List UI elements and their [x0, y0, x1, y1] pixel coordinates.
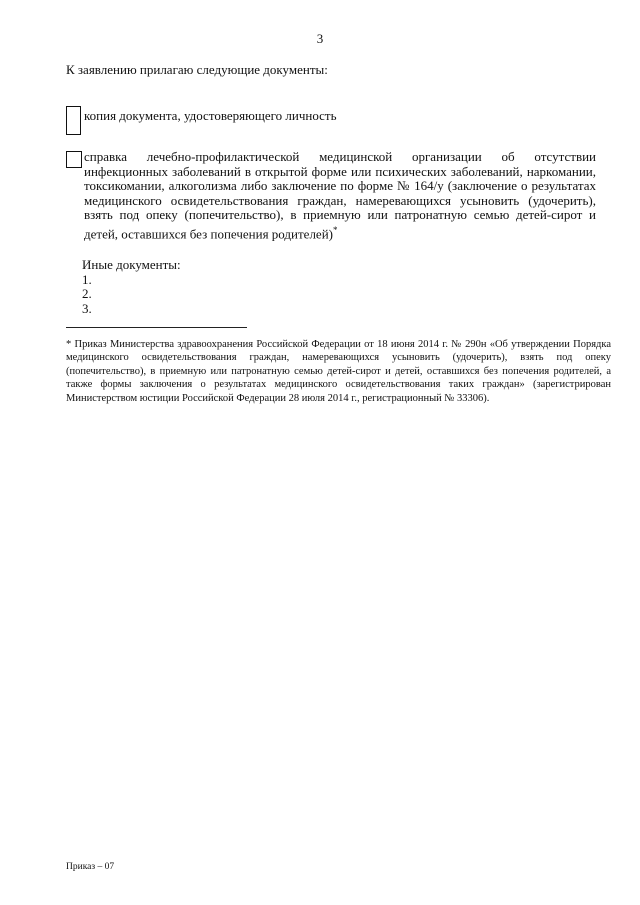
- other-document-item: 2.: [82, 286, 92, 301]
- footnote-divider: [66, 327, 247, 328]
- identity-label: копия документа, удостоверяющего личность: [84, 108, 337, 123]
- other-documents: [82, 258, 181, 316]
- identity-checkbox[interactable]: [66, 106, 81, 135]
- other-document-item: 3.: [82, 300, 92, 316]
- footnote-text: Приказ Министерства здравоохранения Российской Федерации от 18 июня 2014 г. № 290н «Об утверждении Порядка медицинского освидетельствования граждан, намеревающихся усыновить (удочерить), взять под опеку (попечительство), в приемную или патронатную семью детей-сирот и детей, оставшихся без попечения родителей, а также формы заключения о результатах медицинского освидетельствования таких граждан» (зарегистрирован Министерством юстиции Российской Федерации 28 июля 2014 г., регистрационный № 33306).: [66, 339, 611, 404]
- medical-certificate-checkbox[interactable]: [66, 151, 82, 168]
- other-documents-heading: Иные документы:: [82, 257, 181, 272]
- other-document-item: 1.: [82, 271, 92, 287]
- footnote: [66, 338, 611, 405]
- page-number: 3: [316, 31, 324, 46]
- footnote-reference: *: [333, 224, 338, 235]
- footnote-mark: *: [66, 339, 72, 350]
- medical-certificate-label: справка лечебно-профилактической медицинской организации об отсутствии инфекционных заболеваний в открытой форме или психических заболеваний, наркомании, токсикомании, алкоголизма либо заключение по форме № 164/у (заключение о результатах медицинского освидетельствования граждан, намеревающихся усыновить (удочерить), взять под опеку (попечительство), в приемную или патронатную семью детей-сирот и детей, оставшихся без попечения родителей)*: [84, 149, 596, 241]
- footer-label: Приказ – 07: [66, 862, 115, 872]
- attachments-intro: К заявлению прилагаю следующие документы:: [66, 62, 328, 77]
- document-item-medical-certificate: [66, 150, 596, 241]
